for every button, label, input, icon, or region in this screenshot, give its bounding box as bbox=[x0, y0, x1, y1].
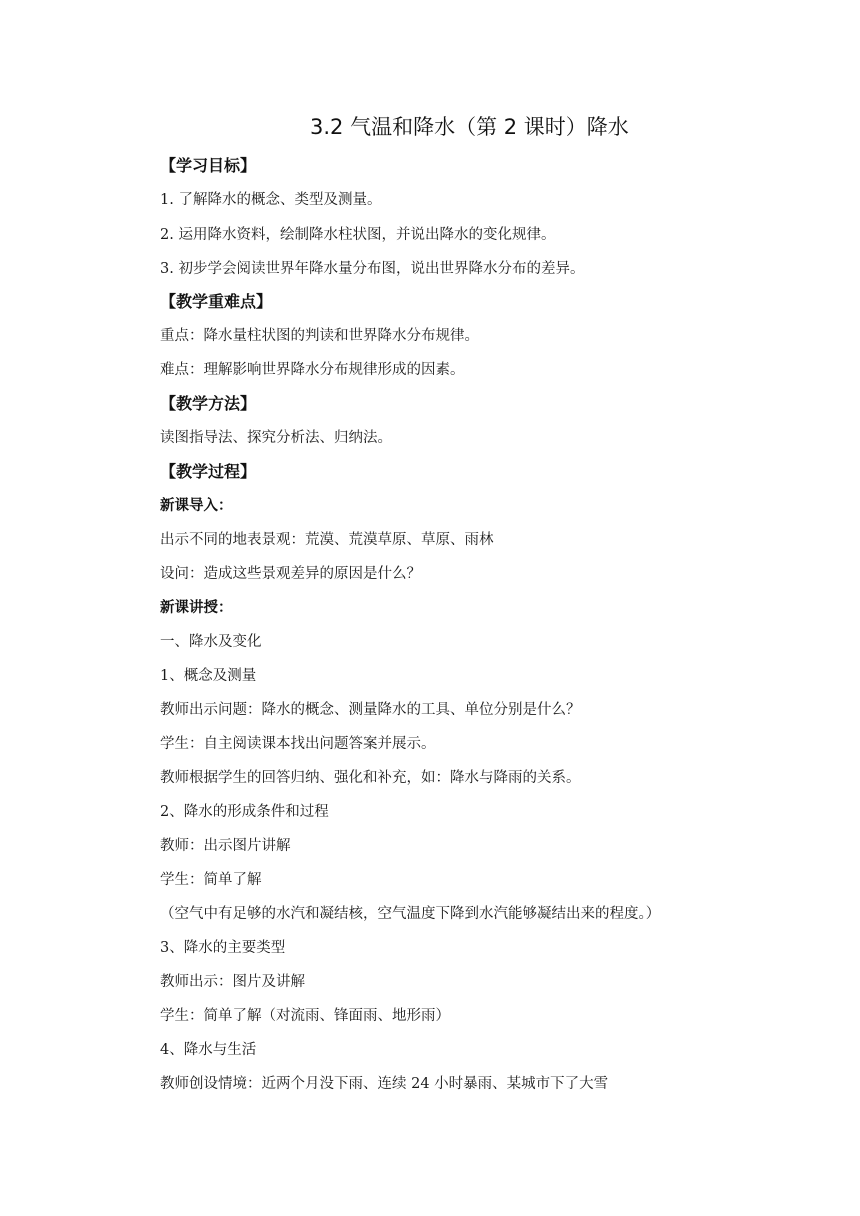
intro-landscapes: 出示不同的地表景观：荒漠、荒漠草原、草原、雨林 bbox=[160, 532, 494, 548]
item-2-teacher: 教师：出示图片讲解 bbox=[160, 838, 291, 854]
goal-item-2: 2. 运用降水资料，绘制降水柱状图，并说出降水的变化规律。 bbox=[160, 227, 556, 243]
section-heading-learning-goals: 【学习目标】 bbox=[160, 156, 257, 175]
item-3-teacher: 教师出示：图片及讲解 bbox=[160, 974, 305, 990]
section-heading-methods: 【教学方法】 bbox=[160, 394, 257, 413]
goal-item-1: 1. 了解降水的概念、类型及测量。 bbox=[160, 192, 382, 208]
goal-item-3: 3. 初步学会阅读世界年降水量分布图，说出世界降水分布的差异。 bbox=[160, 261, 585, 277]
difficulty-text: 难点：理解影响世界降水分布规律形成的因素。 bbox=[160, 362, 465, 378]
item-1-summary: 教师根据学生的回答归纳、强化和补充，如：降水与降雨的关系。 bbox=[160, 770, 581, 786]
item-4-teacher: 教师创设情境：近两个月没下雨、连续 24 小时暴雨、某城市下了大雪 bbox=[160, 1076, 609, 1092]
section-heading-process: 【教学过程】 bbox=[160, 462, 257, 481]
item-4-heading: 4、降水与生活 bbox=[160, 1042, 257, 1058]
methods-text: 读图指导法、探究分析法、归纳法。 bbox=[160, 430, 392, 446]
item-3-heading: 3、降水的主要类型 bbox=[160, 940, 286, 956]
section-heading-key-points: 【教学重难点】 bbox=[160, 292, 273, 311]
page-title: 3.2 气温和降水（第 2 课时）降水 bbox=[310, 115, 629, 139]
subheading-lecture: 新课讲授： bbox=[160, 600, 233, 616]
item-2-student: 学生：简单了解 bbox=[160, 872, 262, 888]
intro-question: 设问：造成这些景观差异的原因是什么？ bbox=[160, 566, 421, 582]
item-1-heading: 1、概念及测量 bbox=[160, 668, 257, 684]
item-1-teacher: 教师出示问题：降水的概念、测量降水的工具、单位分别是什么？ bbox=[160, 702, 581, 718]
item-2-heading: 2、降水的形成条件和过程 bbox=[160, 804, 329, 820]
item-1-student: 学生：自主阅读课本找出问题答案并展示。 bbox=[160, 736, 436, 752]
subheading-intro: 新课导入： bbox=[160, 498, 233, 514]
key-point-text: 重点：降水量柱状图的判读和世界降水分布规律。 bbox=[160, 328, 479, 344]
item-2-note: （空气中有足够的水汽和凝结核，空气温度下降到水汽能够凝结出来的程度。） bbox=[160, 906, 661, 922]
part-1-heading: 一、降水及变化 bbox=[160, 634, 262, 650]
item-3-student: 学生：简单了解（对流雨、锋面雨、地形雨） bbox=[160, 1008, 450, 1024]
